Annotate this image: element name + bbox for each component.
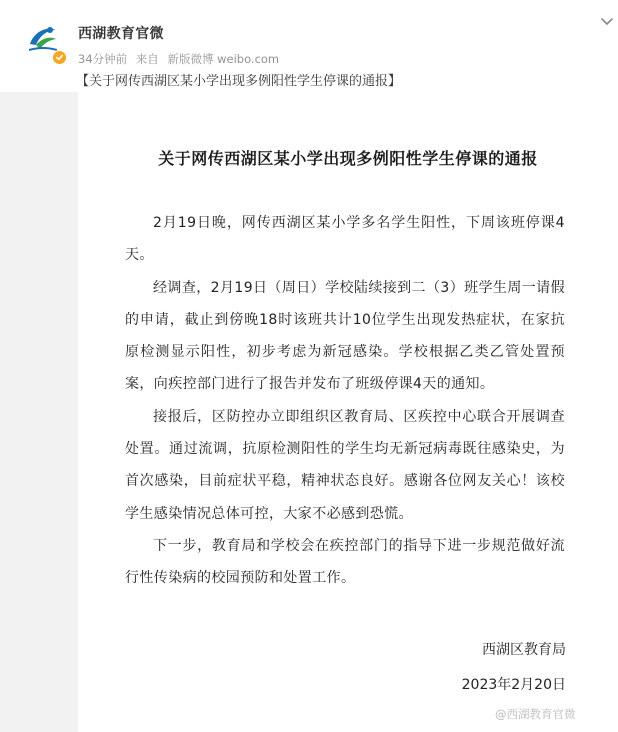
- document-title: 关于网传西湖区某小学出现多例阳性学生停课的通报: [158, 149, 538, 168]
- post-time[interactable]: 34分钟前: [78, 52, 128, 66]
- verified-badge-icon: [52, 50, 67, 65]
- document-image[interactable]: [78, 92, 618, 732]
- post-caption: 【关于网传西湖区某小学出现多例阳性学生停课的通报】: [76, 74, 402, 89]
- chevron-down-icon[interactable]: [598, 12, 616, 30]
- paragraph-4: 下一步，教育局和学校会在疾控部门的指导下进一步规范做好流行性传染病的校园预防和处置工作。: [125, 537, 565, 587]
- paragraph-2: 经调查，2月19日（周日）学校陆续接到二（3）班学生周一请假的申请，截止到傍晚18时该班共计10位学生出现发热症状，在家抗原检测显示阳性，初步考虑为新冠感染。学校根据乙类乙管处置预案，向疾控部门进行了报告并发布了班级停课4天的通知。: [125, 279, 565, 393]
- post-meta: [78, 51, 284, 67]
- document-body: [125, 207, 565, 595]
- account-name[interactable]: 西湖教育官微: [78, 26, 164, 42]
- paragraph-1: 2月19日晚，网传西湖区某小学多名学生阳性，下周该班停课4天。: [125, 215, 565, 264]
- watermark: @西湖教育官微: [495, 707, 576, 721]
- post-header: [0, 0, 618, 92]
- post-source[interactable]: 新版微博 weibo.com: [167, 52, 280, 66]
- document-signature: 西湖区教育局: [482, 642, 566, 658]
- source-prefix: 来自: [135, 52, 159, 66]
- paragraph-3: 接报后，区防控办立即组织区教育局、区疾控中心联合开展调查处置。通过流调，抗原检测阳性的学生均无新冠病毒既往感染史，为首次感染，目前症状平稳，精神状态良好。感谢各位网友关心！该校学生感染情况总体可控，大家不必感到恐慌。: [125, 408, 565, 522]
- document-date: 2023年2月20日: [461, 677, 566, 693]
